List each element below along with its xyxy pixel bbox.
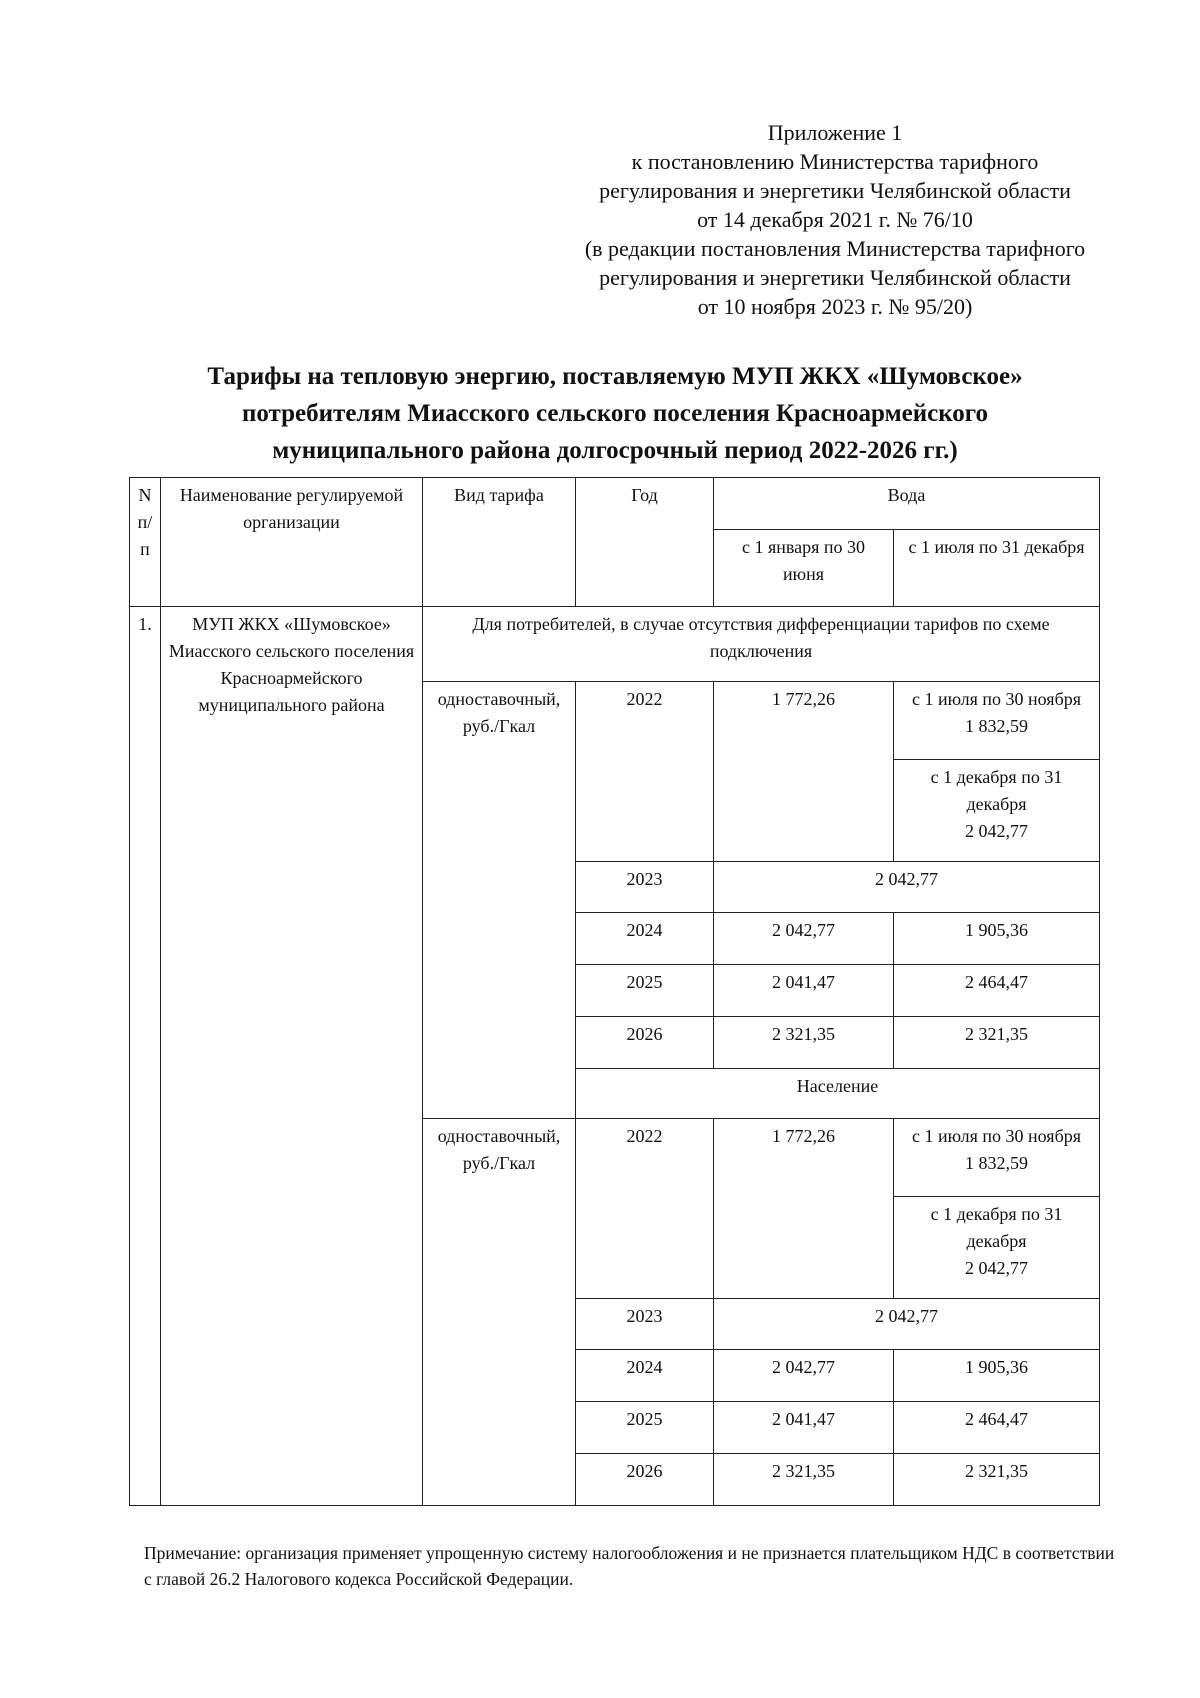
- sub-period-value: 2 042,77: [965, 1258, 1028, 1278]
- value-sub-period: [894, 1119, 1100, 1197]
- document-title: [120, 358, 1110, 469]
- tariff-type: одноставочный, руб./Гкал: [423, 1119, 576, 1506]
- value-h1: 1 772,26: [714, 1119, 894, 1299]
- header-period-1: с 1 января по 30 июня: [714, 530, 894, 607]
- value-full-year: 2 042,77: [714, 862, 1100, 913]
- value-h2: 1 905,36: [894, 913, 1100, 965]
- value-h2: 2 321,35: [894, 1017, 1100, 1069]
- row-number: 1.: [130, 607, 161, 1506]
- title-line: Тарифы на тепловую энергию, поставляемую МУП ЖКХ «Шумовское»: [207, 363, 1023, 390]
- group-label: Население: [576, 1069, 1100, 1119]
- header-water: Вода: [714, 478, 1100, 530]
- value-h1: 2 321,35: [714, 1017, 894, 1069]
- group-label: Для потребителей, в случае отсутствия дифференциации тарифов по схеме подключения: [423, 607, 1100, 682]
- year-cell: 2025: [576, 1402, 714, 1454]
- tariff-type: одноставочный, руб./Гкал: [423, 682, 576, 1119]
- value-h2: 1 905,36: [894, 1350, 1100, 1402]
- appendix-line: регулирования и энергетики Челябинской области: [599, 178, 1071, 203]
- value-h1: 2 042,77: [714, 1350, 894, 1402]
- value-h1: 1 772,26: [714, 682, 894, 862]
- value-sub-period: [894, 1197, 1100, 1299]
- sub-period-value: 2 042,77: [965, 821, 1028, 841]
- appendix-line: Приложение 1: [767, 120, 903, 145]
- value-h1: 2 042,77: [714, 913, 894, 965]
- appendix-line: от 10 ноября 2023 г. № 95/20): [697, 294, 973, 319]
- sub-period-label: с 1 июля по 30 ноября: [911, 1126, 1082, 1146]
- header-org: Наименование регулируемой организации: [161, 478, 423, 607]
- appendix-line: (в редакции постановления Министерства тарифного: [584, 236, 1086, 261]
- title-line: муниципального района долгосрочный период 2022-2026 гг.): [272, 437, 958, 464]
- value-h2: 2 321,35: [894, 1454, 1100, 1506]
- value-h1: 2 041,47: [714, 1402, 894, 1454]
- year-cell: 2022: [576, 1119, 714, 1299]
- header-period-2: с 1 июля по 31 декабря: [894, 530, 1100, 607]
- header-num: N п/п: [130, 478, 161, 607]
- organization-name: МУП ЖКХ «Шумовское» Миасского сельского поселения Красноармейского муниципального района: [161, 607, 423, 1506]
- sub-period-value: 1 832,59: [965, 716, 1028, 736]
- appendix-line: к постановлению Министерства тарифного: [631, 149, 1039, 174]
- footnote: Примечание: организация применяет упрощенную систему налогообложения и не признается плательщиком НДС в соответствии с главой 26.2 Налогового кодекса Российской Федерации.: [144, 1543, 1115, 1589]
- value-sub-period: [894, 760, 1100, 862]
- table-header-row: [130, 478, 1100, 530]
- appendix-header: [565, 118, 1105, 321]
- value-full-year: 2 042,77: [714, 1299, 1100, 1350]
- value-h2: 2 464,47: [894, 965, 1100, 1017]
- header-tariff-type: Вид тарифа: [423, 478, 576, 607]
- table-row: [130, 607, 1100, 682]
- sub-period-label: с 1 декабря по 31 декабря: [930, 767, 1063, 814]
- year-cell: 2025: [576, 965, 714, 1017]
- year-cell: 2022: [576, 682, 714, 862]
- year-cell: 2026: [576, 1017, 714, 1069]
- tariff-table: [129, 477, 1100, 1506]
- value-h1: 2 041,47: [714, 965, 894, 1017]
- appendix-line: регулирования и энергетики Челябинской области: [599, 265, 1071, 290]
- year-cell: 2024: [576, 913, 714, 965]
- value-h1: 2 321,35: [714, 1454, 894, 1506]
- title-line: потребителям Миасского сельского поселения Красноармейского: [241, 400, 988, 427]
- year-cell: 2023: [576, 1299, 714, 1350]
- year-cell: 2023: [576, 862, 714, 913]
- sub-period-value: 1 832,59: [965, 1153, 1028, 1173]
- header-year: Год: [576, 478, 714, 607]
- sub-period-label: с 1 декабря по 31 декабря: [930, 1204, 1063, 1251]
- year-cell: 2026: [576, 1454, 714, 1506]
- year-cell: 2024: [576, 1350, 714, 1402]
- value-h2: 2 464,47: [894, 1402, 1100, 1454]
- sub-period-label: с 1 июля по 30 ноября: [911, 689, 1082, 709]
- value-sub-period: [894, 682, 1100, 760]
- appendix-line: от 14 декабря 2021 г. № 76/10: [697, 207, 973, 232]
